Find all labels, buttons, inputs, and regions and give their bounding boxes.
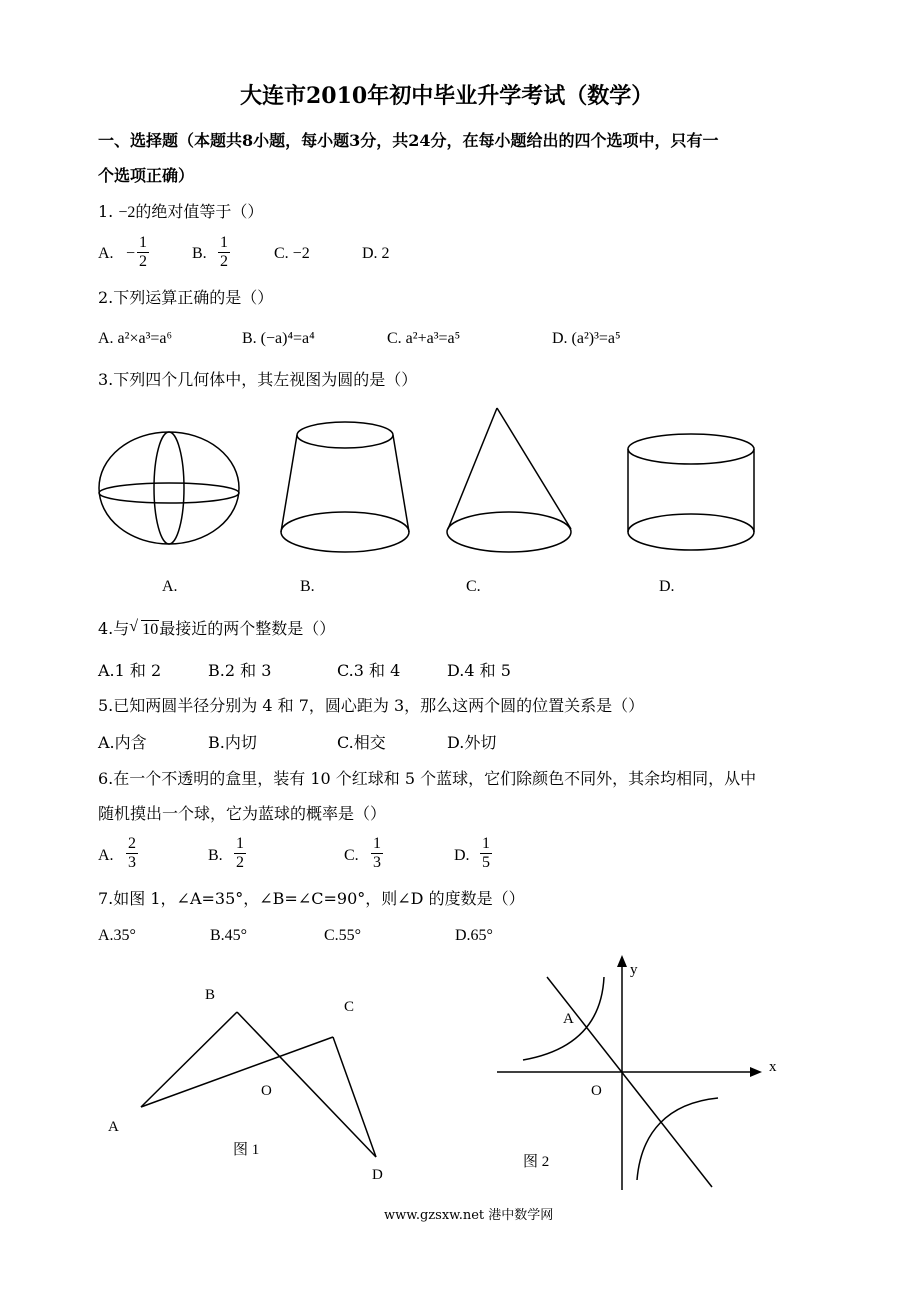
q6-a-denominator: 3 [128, 854, 136, 871]
q2-option-c: C. a²+a³=a⁵ [387, 330, 461, 347]
q6-option-c-label: C. [344, 847, 359, 864]
q6-d-numerator: 1 [482, 835, 490, 852]
q4-option-d: D.4 和 5 [447, 661, 511, 680]
frustum-left-edge [281, 435, 297, 532]
q4-option-c: C.3 和 4 [337, 661, 401, 680]
fig1-label-b: B [205, 987, 216, 1003]
q3-label-b: B. [300, 578, 315, 595]
q1-option-d: D. 2 [362, 245, 390, 262]
fig2-caption: 图 2 [523, 1154, 550, 1170]
q1-text: 的绝对值等于（） [135, 202, 264, 221]
hyperbola-branch-lower-right [637, 1098, 718, 1180]
q2-stem: 2.下列运算正确的是（） [98, 288, 274, 307]
q6-option-a-label: A. [98, 847, 114, 864]
q7-stem: 7.如图 1，∠A=35°，∠B=∠C=90°，则∠D 的度数是（） [98, 889, 525, 908]
cylinder-top [628, 434, 754, 464]
segment-ab [141, 1012, 237, 1107]
q4-option-b: B.2 和 3 [208, 661, 272, 680]
q3-label-a: A. [162, 578, 178, 595]
line-graph [547, 977, 712, 1187]
q6-c-denominator: 3 [373, 854, 381, 871]
fig2-label-a: A [563, 1011, 574, 1027]
q6-option-d-label: D. [454, 847, 470, 864]
q2-option-b: B. (−a)⁴=a⁴ [242, 330, 315, 347]
q6-c-numerator: 1 [373, 835, 381, 852]
q6-d-denominator: 5 [482, 854, 490, 871]
q1-a-numerator: 1 [139, 234, 147, 251]
fig2-label-o: O [591, 1083, 602, 1099]
q5-option-d: D.外切 [447, 733, 497, 752]
segment-bd [237, 1012, 376, 1157]
sphere-outline [99, 432, 239, 544]
q1-option-a-sign: − [126, 245, 136, 262]
x-axis-arrow [750, 1067, 762, 1077]
frustum-right-edge [393, 435, 409, 532]
q2-option-d: D. (a²)³=a⁵ [552, 330, 621, 347]
q6-option-b-fraction [234, 835, 246, 872]
q2-option-a: A. a²×a³=a⁶ [98, 330, 173, 347]
q5-option-a: A.内含 [98, 733, 147, 752]
cone-right-edge [497, 408, 571, 529]
q6-option-b-label: B. [208, 847, 223, 864]
fig1-label-c: C [344, 999, 355, 1015]
cone-left-edge [448, 408, 497, 529]
q1-option-a-label: A. [98, 245, 114, 262]
q7-option-b: B.45° [210, 927, 248, 944]
q1-a-denominator: 2 [139, 253, 147, 270]
fig1-label-d: D [372, 1167, 383, 1183]
sqrt-sign-icon: √ [129, 618, 139, 635]
q6-option-d-fraction [480, 835, 492, 872]
page-title: 大连市2010年初中毕业升学考试（数学） [240, 83, 654, 109]
q6-stem-line1: 6.在一个不透明的盒里，装有 10 个红球和 5 个蓝球，它们除颜色不同外，其余均相同，从中 [98, 769, 757, 788]
section-header-line2: 个选项正确） [98, 166, 195, 185]
q4-sqrt [129, 620, 159, 640]
frustum-bottom [281, 512, 409, 552]
sphere-vertical-ring [154, 432, 184, 544]
q6-option-a-fraction [126, 835, 138, 872]
q6-option-c-fraction [371, 835, 383, 872]
q1-expr: −2 [118, 204, 136, 221]
q1-b-denominator: 2 [220, 253, 228, 270]
q3-stem: 3.下列四个几何体中，其左视图为圆的是（） [98, 370, 418, 389]
footer-watermark: www.gzsxw.net 港中数学网 [384, 1208, 554, 1223]
cone-base [447, 512, 571, 552]
q5-option-b: B.内切 [208, 733, 257, 752]
q3-label-c: C. [466, 578, 481, 595]
figure1-lines [141, 1012, 376, 1157]
q6-b-numerator: 1 [236, 835, 244, 852]
q5-option-c: C.相交 [337, 733, 386, 752]
q1-number: 1. [98, 202, 114, 221]
q3-label-d: D. [659, 578, 675, 595]
q1-option-c: C. −2 [274, 245, 310, 262]
q7-option-d: D.65° [455, 927, 493, 944]
cylinder-figure [628, 434, 754, 550]
frustum-figure [281, 422, 409, 552]
q4-stem [98, 619, 335, 640]
fig2-label-x: x [769, 1059, 777, 1075]
cylinder-bottom [628, 514, 754, 550]
q4-radicand: 10 [142, 621, 159, 638]
cone-figure [447, 408, 571, 552]
sphere-horizontal-ring [99, 483, 239, 503]
q1-b-numerator: 1 [220, 234, 228, 251]
q4-stem-pre: 4.与 [98, 619, 130, 638]
fig1-label-o: O [261, 1083, 272, 1099]
fig2-label-y: y [630, 962, 638, 978]
q4-option-a: A.1 和 2 [98, 661, 162, 680]
q6-a-numerator: 2 [128, 835, 136, 852]
y-axis-arrow [617, 955, 627, 967]
segment-cd [333, 1037, 376, 1157]
q6-b-denominator: 2 [236, 854, 244, 871]
fig1-label-a: A [108, 1119, 119, 1135]
q4-stem-post: 最接近的两个整数是（） [159, 619, 336, 638]
q5-stem: 5.已知两圆半径分别为 4 和 7，圆心距为 3，那么这两个圆的位置关系是（） [98, 696, 645, 715]
q1-option-b-label: B. [192, 245, 207, 262]
fig1-caption: 图 1 [233, 1142, 260, 1158]
q6-stem-line2: 随机摸出一个球，它为蓝球的概率是（） [98, 804, 387, 823]
frustum-top [297, 422, 393, 448]
segment-ac [141, 1037, 333, 1107]
q7-option-a: A.35° [98, 927, 136, 944]
section-header-line1: 一、选择题（本题共8小题，每小题3分，共24分，在每小题给出的四个选项中，只有一 [98, 131, 719, 150]
sphere-figure [99, 432, 239, 544]
q7-option-c: C.55° [324, 927, 362, 944]
